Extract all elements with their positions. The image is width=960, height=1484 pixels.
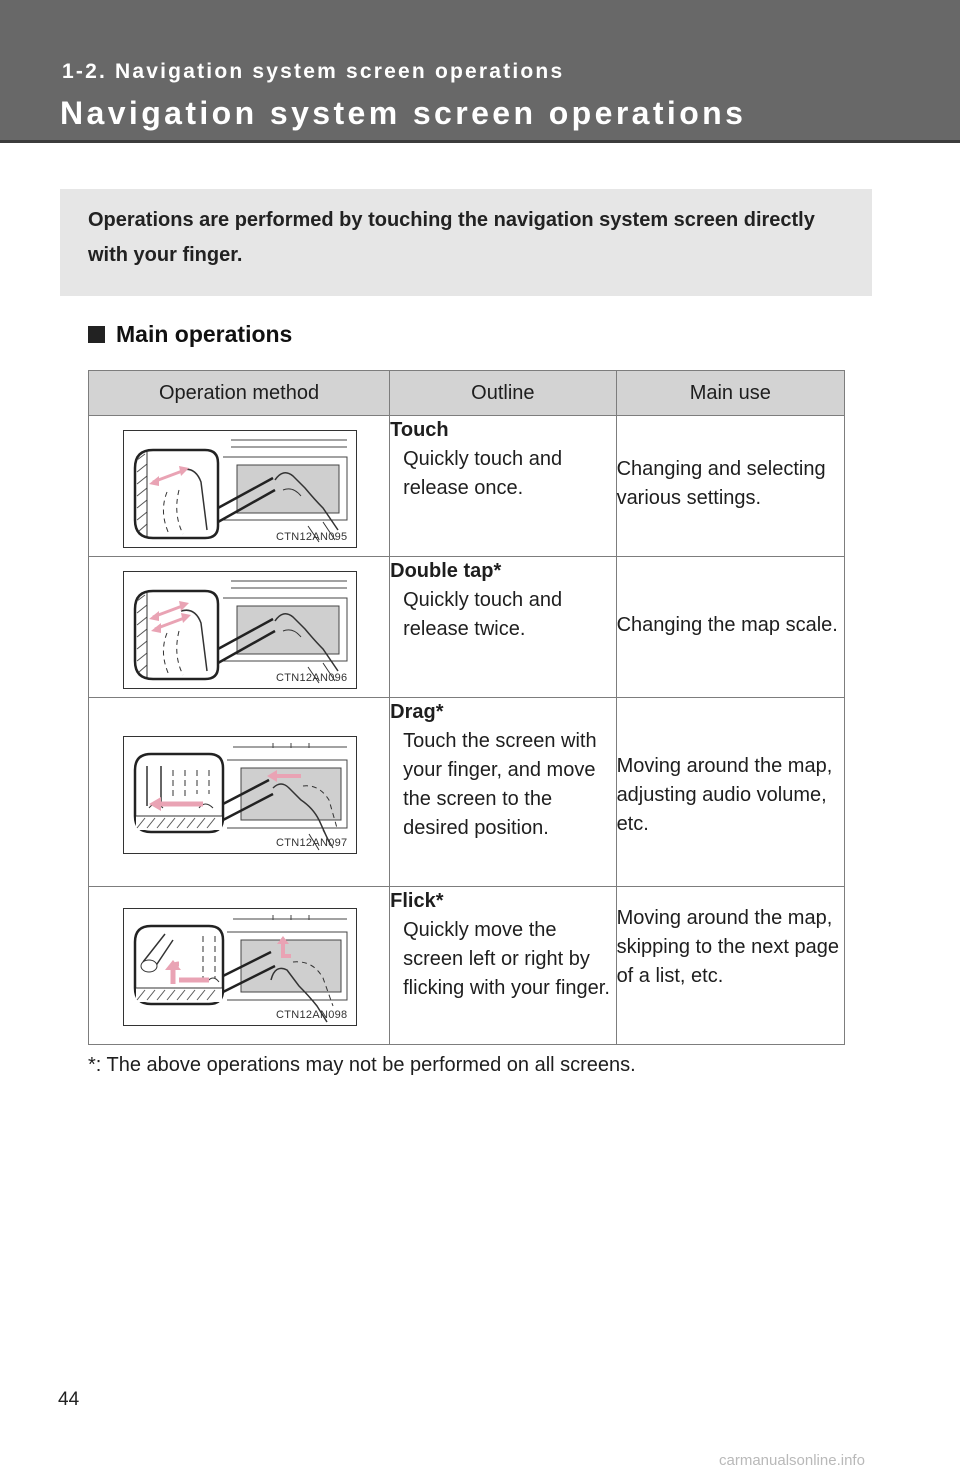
- page-title: Navigation system screen operations: [60, 95, 747, 131]
- main-use-cell: [616, 557, 844, 698]
- illustration-cell: [89, 557, 390, 698]
- main-use-cell: [616, 887, 844, 1045]
- outline-cell: [390, 698, 616, 887]
- table-row: [89, 887, 845, 1045]
- intro-box: [60, 189, 872, 296]
- section-label: 1-2. Navigation system screen operations: [62, 60, 565, 83]
- operation-name: Drag*: [390, 701, 444, 723]
- header-bar: [0, 0, 960, 143]
- operations-table: [88, 370, 845, 1045]
- table-row: [89, 416, 845, 557]
- section-heading: [88, 321, 292, 348]
- operation-name: Double tap*: [390, 560, 502, 582]
- square-bullet-icon: [88, 326, 105, 343]
- main-use-text: Moving around the map, adjusting audio volume, etc.: [616, 754, 833, 835]
- figure-code: CTN12AN095: [276, 531, 348, 543]
- operation-description: Quickly move the screen left or right by flicking with your finger.: [403, 919, 610, 999]
- illustration-cell: [89, 887, 390, 1045]
- operation-description: Quickly touch and release once.: [403, 448, 563, 499]
- operation-description: Quickly touch and release twice.: [403, 589, 563, 640]
- figure-code: CTN12AN098: [276, 1009, 348, 1021]
- intro-text: Operations are performed by touching the navigation system screen directly with your finger.: [88, 209, 815, 266]
- page-number: 44: [58, 1389, 80, 1410]
- main-use-cell: [616, 416, 844, 557]
- illustration-cell: [89, 416, 390, 557]
- table-row: [89, 698, 845, 887]
- figure-code: CTN12AN097: [276, 837, 348, 849]
- operation-name: Flick*: [390, 890, 444, 912]
- table-row: [89, 557, 845, 698]
- illustration-cell: [89, 698, 390, 887]
- table-header-row: [89, 371, 845, 416]
- section-heading-text: Main operations: [116, 321, 293, 347]
- operation-description: Touch the screen with your finger, and move the screen to the desired position.: [403, 730, 597, 839]
- footnote: *: The above operations may not be performed on all screens.: [88, 1054, 636, 1076]
- watermark: carmanualsonline.info: [719, 1452, 865, 1469]
- outline-cell: [390, 416, 616, 557]
- column-header: Main use: [616, 371, 844, 416]
- column-header: Outline: [390, 371, 616, 416]
- main-use-cell: [616, 698, 844, 887]
- main-use-text: Changing the map scale.: [616, 613, 838, 636]
- main-use-text: Changing and selecting various settings.: [616, 458, 826, 509]
- main-use-text: Moving around the map, skipping to the next page of a list, etc.: [616, 907, 839, 987]
- outline-cell: [390, 887, 616, 1045]
- figure-code: CTN12AN096: [276, 672, 348, 684]
- column-header: Operation method: [89, 371, 390, 416]
- outline-cell: [390, 557, 616, 698]
- operation-name: Touch: [390, 419, 449, 441]
